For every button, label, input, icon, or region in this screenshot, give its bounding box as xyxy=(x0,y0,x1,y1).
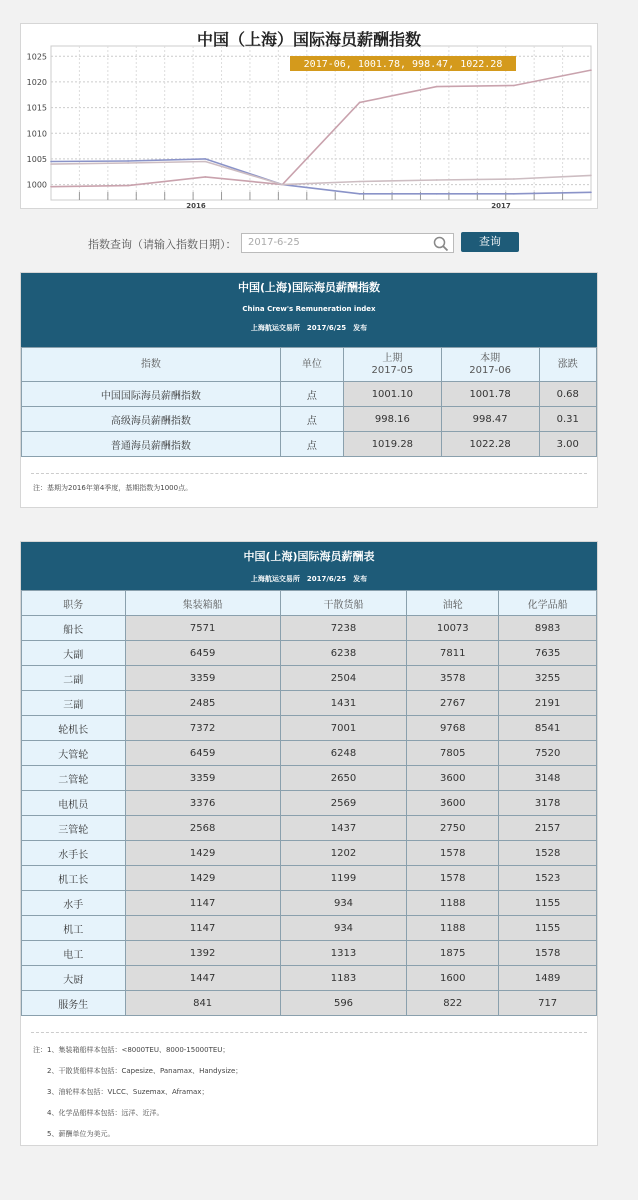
date-query-input[interactable]: 2017-6-25 xyxy=(241,233,454,253)
salary-panel xyxy=(20,541,598,1146)
index-table xyxy=(21,347,597,457)
table-cell: 7372 xyxy=(125,716,280,741)
table-cell: 1578 xyxy=(499,941,597,966)
series-line-3 xyxy=(51,162,591,185)
data-point xyxy=(513,193,515,195)
table-row xyxy=(22,741,597,766)
table-cell: 3359 xyxy=(125,666,280,691)
table-cell: 3.00 xyxy=(539,432,597,457)
data-point xyxy=(127,160,129,162)
data-point xyxy=(436,86,438,88)
table-row xyxy=(22,432,597,457)
table-row xyxy=(22,866,597,891)
table-cell: 3255 xyxy=(499,666,597,691)
table-row xyxy=(22,791,597,816)
data-point xyxy=(127,162,129,164)
table-cell: 2568 xyxy=(125,816,280,841)
salary-table-publisher: 上海航运交易所 2017/6/25 发布 xyxy=(250,575,368,583)
data-point xyxy=(204,161,206,163)
note-line: 4、化学品船样本包括：远洋、近洋。 xyxy=(47,1109,164,1117)
index-table-subtitle: China Crew's Remuneration index xyxy=(242,305,376,313)
table-cell: 1313 xyxy=(280,941,407,966)
table-cell: 二管轮 xyxy=(22,766,126,791)
data-point xyxy=(359,102,361,104)
table-cell: 大厨 xyxy=(22,966,126,991)
note-line: 2、干散货船样本包括：Capesize、Panamax、Handysize； xyxy=(47,1067,243,1075)
column-header: 职务 xyxy=(22,591,126,616)
prev-period-label: 上期 xyxy=(382,352,403,364)
data-point xyxy=(204,158,206,160)
table-cell: 1429 xyxy=(125,841,280,866)
y-tick-label: 1015 xyxy=(26,103,47,113)
table-cell: 1188 xyxy=(407,916,499,941)
y-tick-label: 1025 xyxy=(26,52,47,62)
table-cell: 6459 xyxy=(125,741,280,766)
series-line-2 xyxy=(51,159,591,194)
series-line-1 xyxy=(51,70,591,187)
table-cell: 3148 xyxy=(499,766,597,791)
data-point xyxy=(50,161,52,163)
index-note: 注：基期为2016年第4季度，基期指数为1000点。 xyxy=(33,484,193,492)
table-cell: 2191 xyxy=(499,691,597,716)
table-cell: 1147 xyxy=(125,891,280,916)
divider xyxy=(31,473,587,474)
table-cell: 1202 xyxy=(280,841,407,866)
table-row xyxy=(22,816,597,841)
table-cell: 1019.28 xyxy=(344,432,442,457)
curr-period-date: 2017-06 xyxy=(469,364,512,376)
table-cell: 6459 xyxy=(125,641,280,666)
table-cell: 934 xyxy=(280,916,407,941)
table-cell: 9768 xyxy=(407,716,499,741)
data-point xyxy=(204,176,206,178)
table-cell: 1001.78 xyxy=(441,382,539,407)
column-header: 集装箱船 xyxy=(125,591,280,616)
table-row xyxy=(22,407,597,432)
query-row xyxy=(0,232,638,256)
table-cell: 596 xyxy=(280,991,407,1016)
data-point xyxy=(590,175,592,177)
salary-table-header xyxy=(21,542,597,590)
data-point xyxy=(436,179,438,181)
table-cell: 7571 xyxy=(125,616,280,641)
data-point xyxy=(359,193,361,195)
table-cell: 1199 xyxy=(280,866,407,891)
salary-table-title: 中国(上海)国际海员薪酬表 xyxy=(243,550,375,563)
table-cell: 大副 xyxy=(22,641,126,666)
table-cell: 二副 xyxy=(22,666,126,691)
y-tick-label: 1020 xyxy=(26,77,47,87)
table-cell: 0.68 xyxy=(539,382,597,407)
query-button[interactable]: 查询 xyxy=(461,232,519,252)
table-cell: 3359 xyxy=(125,766,280,791)
table-cell: 1437 xyxy=(280,816,407,841)
table-cell: 1489 xyxy=(499,966,597,991)
table-row xyxy=(22,766,597,791)
table-cell: 2750 xyxy=(407,816,499,841)
table-cell: 中国国际海员薪酬指数 xyxy=(22,382,281,407)
data-point xyxy=(50,163,52,165)
table-cell: 1447 xyxy=(125,966,280,991)
x-tick-label: 2016 xyxy=(186,202,206,210)
table-row xyxy=(22,941,597,966)
index-table-header-row xyxy=(22,348,597,382)
chart-panel xyxy=(20,23,598,209)
table-cell: 三管轮 xyxy=(22,816,126,841)
data-point xyxy=(590,192,592,194)
table-cell: 机工长 xyxy=(22,866,126,891)
table-cell: 1523 xyxy=(499,866,597,891)
index-table-title: 中国(上海)国际海员薪酬指数 xyxy=(237,281,381,294)
table-cell: 2569 xyxy=(280,791,407,816)
table-cell: 1875 xyxy=(407,941,499,966)
data-point xyxy=(513,85,515,87)
prev-period-date: 2017-05 xyxy=(371,364,414,376)
tooltip-text: 2017-06, 1001.78, 998.47, 1022.28 xyxy=(303,59,503,70)
table-cell: 三副 xyxy=(22,691,126,716)
table-cell: 841 xyxy=(125,991,280,1016)
table-cell: 3600 xyxy=(407,766,499,791)
salary-table xyxy=(21,590,597,1016)
table-cell: 7811 xyxy=(407,641,499,666)
table-cell: 1429 xyxy=(125,866,280,891)
table-row xyxy=(22,716,597,741)
table-cell: 普通海员薪酬指数 xyxy=(22,432,281,457)
table-cell: 1188 xyxy=(407,891,499,916)
table-cell: 2650 xyxy=(280,766,407,791)
query-label: 指数查询（请输入指数日期）： xyxy=(88,238,237,251)
table-cell: 1392 xyxy=(125,941,280,966)
index-panel xyxy=(20,272,598,508)
column-header: 涨跌 xyxy=(539,348,597,382)
note-line: 5、薪酬单位为美元。 xyxy=(47,1130,115,1138)
table-row xyxy=(22,991,597,1016)
table-cell: 水手长 xyxy=(22,841,126,866)
table-cell: 1578 xyxy=(407,841,499,866)
table-cell: 2504 xyxy=(280,666,407,691)
table-cell: 2485 xyxy=(125,691,280,716)
column-header: 化学品船 xyxy=(499,591,597,616)
table-cell: 1600 xyxy=(407,966,499,991)
table-cell: 2767 xyxy=(407,691,499,716)
table-row xyxy=(22,966,597,991)
index-table-header xyxy=(21,273,597,347)
table-cell: 1528 xyxy=(499,841,597,866)
column-header: 油轮 xyxy=(407,591,499,616)
table-row xyxy=(22,666,597,691)
table-cell: 3376 xyxy=(125,791,280,816)
data-point xyxy=(513,178,515,180)
search-icon[interactable] xyxy=(432,235,450,253)
y-tick-label: 1010 xyxy=(26,129,47,139)
table-cell: 7238 xyxy=(280,616,407,641)
table-cell: 1183 xyxy=(280,966,407,991)
table-cell: 1155 xyxy=(499,916,597,941)
table-cell: 1147 xyxy=(125,916,280,941)
curr-period-label: 本期 xyxy=(480,352,501,364)
data-point xyxy=(127,185,129,187)
table-cell: 轮机长 xyxy=(22,716,126,741)
table-cell: 7635 xyxy=(499,641,597,666)
table-cell: 3178 xyxy=(499,791,597,816)
column-header: 单位 xyxy=(280,348,343,382)
data-point xyxy=(436,193,438,195)
note-line: 3、油轮样本包括：VLCC、Suzemax、Aframax； xyxy=(47,1088,209,1096)
table-cell: 2157 xyxy=(499,816,597,841)
table-cell: 8541 xyxy=(499,716,597,741)
table-row xyxy=(22,916,597,941)
line-chart xyxy=(21,24,599,210)
y-tick-label: 1005 xyxy=(26,154,47,164)
table-cell: 点 xyxy=(280,382,343,407)
table-cell: 7520 xyxy=(499,741,597,766)
column-header xyxy=(344,348,442,382)
column-header: 指数 xyxy=(22,348,281,382)
salary-table-header-row xyxy=(22,591,597,616)
table-cell: 934 xyxy=(280,891,407,916)
table-cell: 717 xyxy=(499,991,597,1016)
table-cell: 998.16 xyxy=(344,407,442,432)
table-cell: 822 xyxy=(407,991,499,1016)
table-cell: 6248 xyxy=(280,741,407,766)
table-row xyxy=(22,841,597,866)
table-cell: 1155 xyxy=(499,891,597,916)
x-tick-label: 2017 xyxy=(491,202,511,210)
table-cell: 大管轮 xyxy=(22,741,126,766)
data-point xyxy=(50,186,52,188)
table-cell: 水手 xyxy=(22,891,126,916)
table-cell: 1022.28 xyxy=(441,432,539,457)
table-row xyxy=(22,382,597,407)
data-point xyxy=(359,181,361,183)
table-cell: 1001.10 xyxy=(344,382,442,407)
data-point xyxy=(282,184,284,186)
table-cell: 1578 xyxy=(407,866,499,891)
table-cell: 船长 xyxy=(22,616,126,641)
note-line: 注：1、集装箱船样本包括：<8000TEU、8000-15000TEU； xyxy=(33,1046,230,1054)
table-cell: 电机员 xyxy=(22,791,126,816)
index-table-publisher: 上海航运交易所 2017/6/25 发布 xyxy=(250,324,368,332)
table-cell: 高级海员薪酬指数 xyxy=(22,407,281,432)
table-cell: 10073 xyxy=(407,616,499,641)
table-row xyxy=(22,616,597,641)
table-cell: 6238 xyxy=(280,641,407,666)
table-cell: 7805 xyxy=(407,741,499,766)
table-cell: 点 xyxy=(280,432,343,457)
divider xyxy=(31,1032,587,1033)
table-cell: 1431 xyxy=(280,691,407,716)
table-cell: 3578 xyxy=(407,666,499,691)
table-cell: 机工 xyxy=(22,916,126,941)
table-cell: 3600 xyxy=(407,791,499,816)
chart-title: 中国（上海）国际海员薪酬指数 xyxy=(196,30,421,49)
table-row xyxy=(22,641,597,666)
table-cell: 0.31 xyxy=(539,407,597,432)
table-cell: 998.47 xyxy=(441,407,539,432)
data-point xyxy=(590,69,592,71)
table-row xyxy=(22,891,597,916)
y-tick-label: 1000 xyxy=(26,180,47,190)
column-header xyxy=(441,348,539,382)
salary-notes xyxy=(33,1040,242,1145)
table-cell: 服务生 xyxy=(22,991,126,1016)
table-cell: 7001 xyxy=(280,716,407,741)
table-cell: 电工 xyxy=(22,941,126,966)
table-cell: 8983 xyxy=(499,616,597,641)
table-row xyxy=(22,691,597,716)
table-cell: 点 xyxy=(280,407,343,432)
column-header: 干散货船 xyxy=(280,591,407,616)
